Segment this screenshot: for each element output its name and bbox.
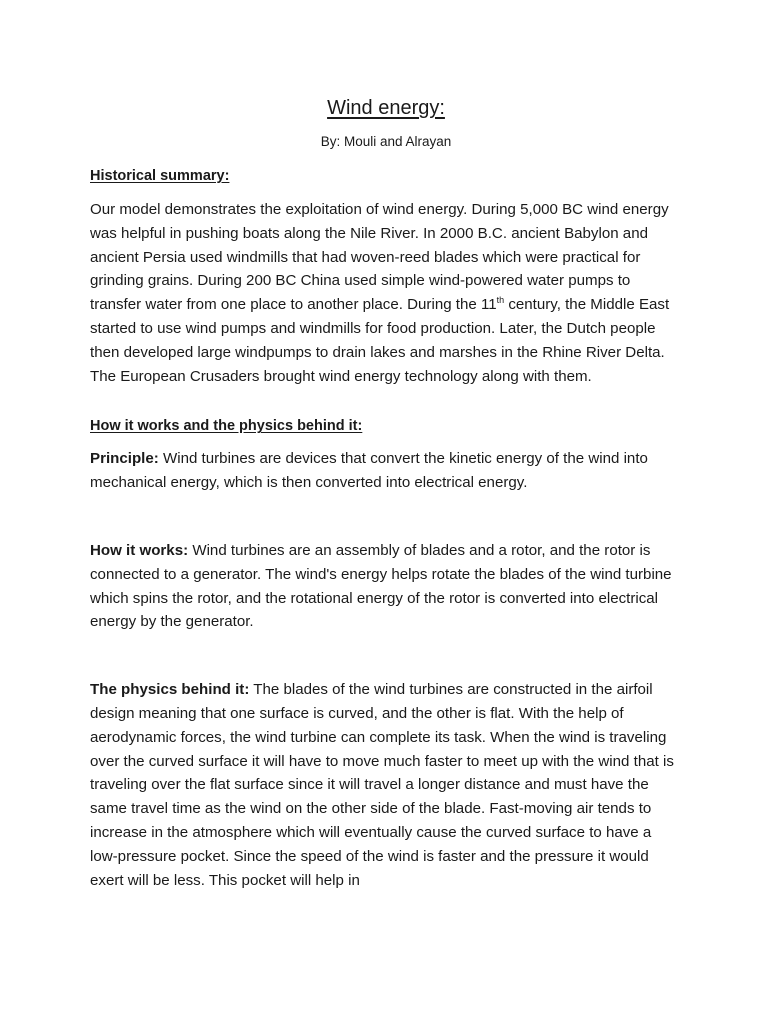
principle-paragraph — [90, 447, 682, 495]
physics-behind-paragraph — [90, 678, 682, 892]
ordinal-superscript: th — [496, 295, 505, 306]
historical-summary-heading: Historical summary: — [90, 168, 230, 184]
principle-text: Wind turbines are devices that convert the kinetic energy of the wind into mechanical energy, which is then converted into electrical energy. — [90, 450, 648, 492]
document-page — [90, 96, 682, 892]
author-line: By: Mouli and Alrayan — [320, 134, 452, 149]
how-it-works-label: How it works: — [90, 541, 189, 559]
physics-heading: How it works and the physics behind it: — [90, 418, 363, 435]
historical-text-part-1: Our model demonstrates the exploitation of wind energy. During 5,000 BC wind energy was helpful in pushing boats along the Nile River. In 2000 B.C. ancient Babylon and ancient Persia used windmills that had woven-reed blades which were practical for grinding grains. During 200 BC China used simple wind-powered water pumps to transfer water from one place to another place. During the 11 — [90, 201, 669, 314]
document-title: Wind energy: — [327, 97, 445, 119]
historical-text-part-2: century, the Middle East started to use wind pumps and windmills for food production. Later, the Dutch people then developed large windpumps to drain lakes and marshes in the Rhine River Delta. The European Crusaders brought wind energy technology along with them. — [90, 296, 670, 385]
physics-behind-text: The blades of the wind turbines are constructed in the airfoil design meaning that one surface is curved, and the other is flat. With the help of aerodynamic forces, the wind turbine can complete its task. When the wind is traveling over the curved surface it will have to move much faster to meet up with the wind that is traveling over the flat surface since it will travel a longer distance and must have the same travel time as the wind on the other side of the blade. Fast-moving air tends to increase in the atmosphere which will eventually cause the curved surface to have a low-pressure pocket. Since the speed of the wind is faster and the pressure it would exert will be less. This pocket will help in — [90, 681, 674, 889]
physics-behind-label: The physics behind it: — [90, 681, 250, 699]
how-it-works-text: Wind turbines are an assembly of blades and a rotor, and the rotor is connected to a generator. The wind's energy helps rotate the blades of the wind turbine which spins the rotor, and the rotational energy of the rotor is converted into electrical energy by the generator. — [90, 541, 672, 631]
historical-summary-paragraph — [90, 198, 682, 388]
how-it-works-paragraph — [90, 539, 682, 634]
principle-label: Principle: — [90, 450, 159, 468]
